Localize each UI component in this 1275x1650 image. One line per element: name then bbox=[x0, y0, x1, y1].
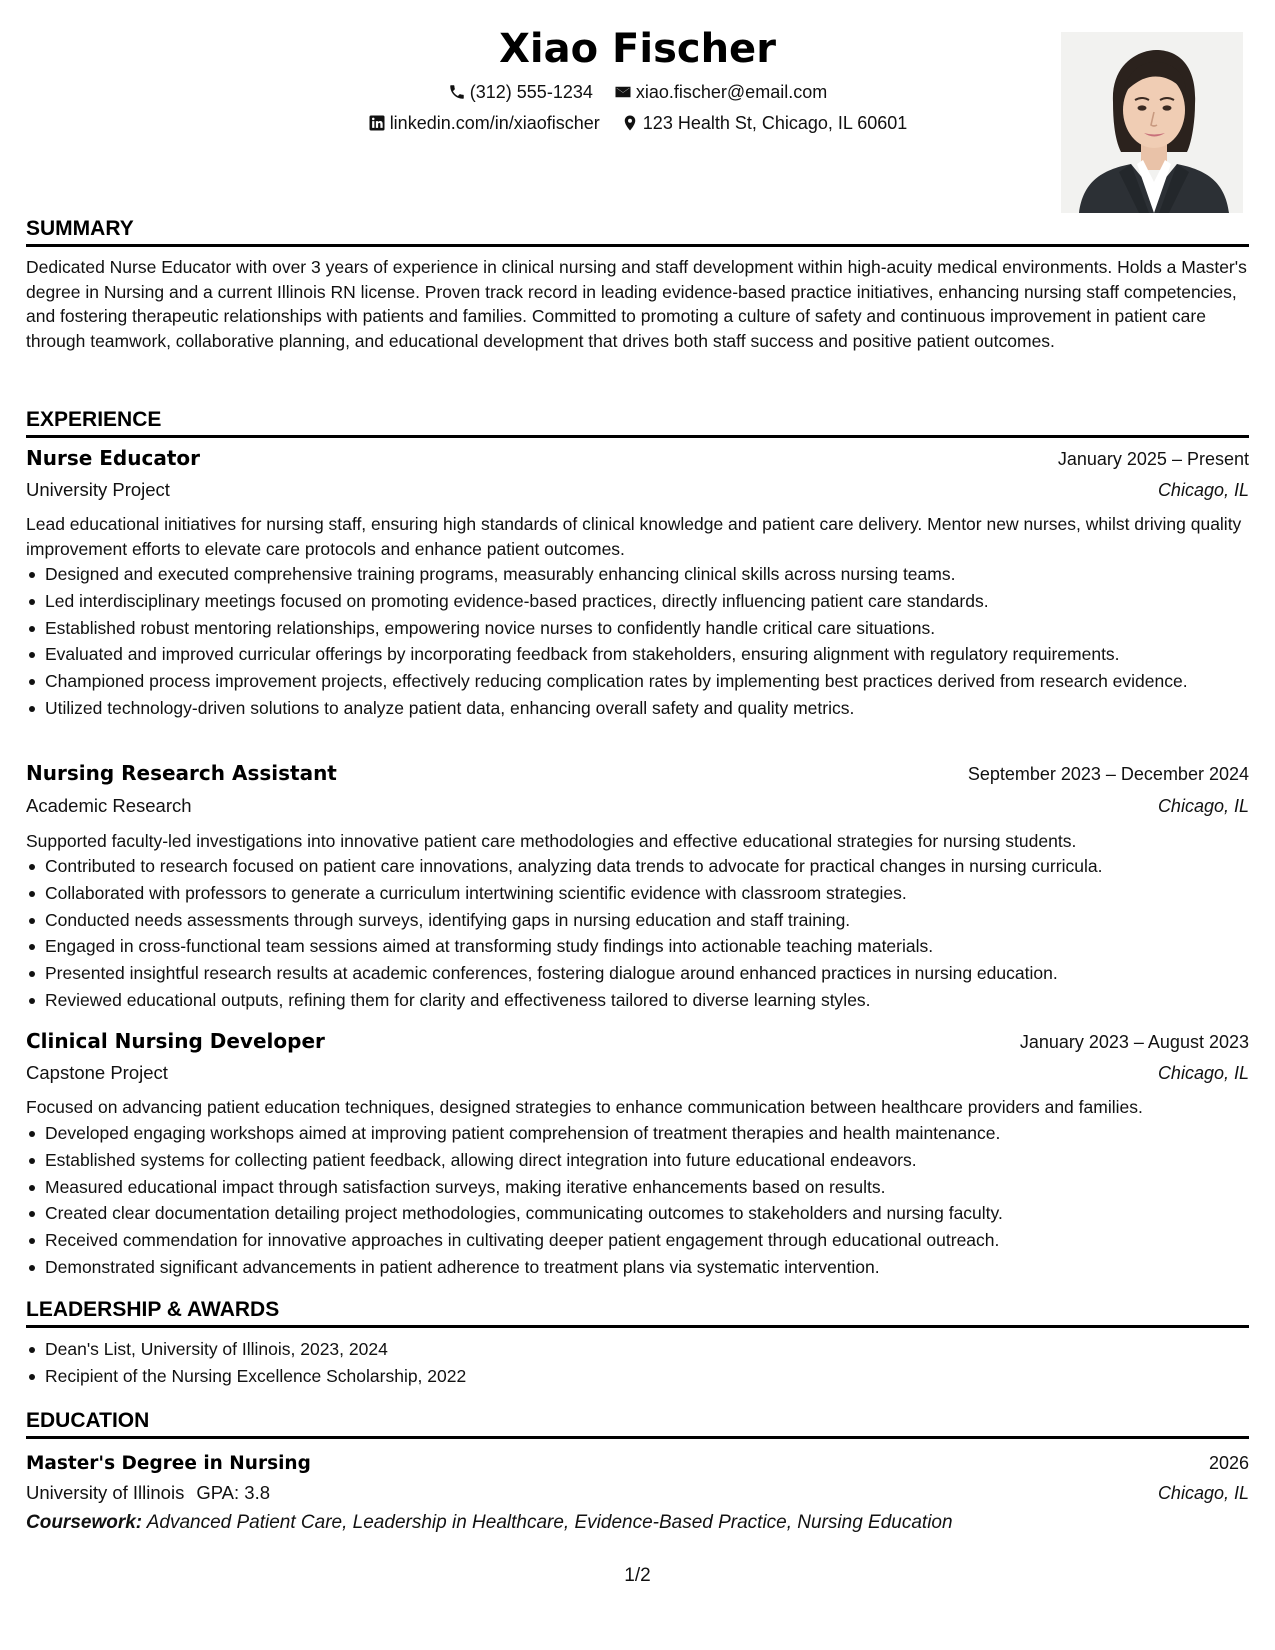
section-title-education: EDUCATION bbox=[26, 1408, 1249, 1439]
list-item: Led interdisciplinary meetings focused on promoting evidence-based practices, directly influencing patient care standards. bbox=[26, 589, 1249, 613]
phone-text: (312) 555-1234 bbox=[469, 82, 593, 102]
contact-email[interactable] bbox=[614, 80, 827, 104]
list-item: Contributed to research focused on patient care innovations, analyzing data trends to advocate for practical changes in nursing curricula. bbox=[26, 854, 1249, 878]
job-dates: January 2025 – Present bbox=[1057, 449, 1249, 469]
section-title-experience: EXPERIENCE bbox=[26, 407, 1249, 438]
job-description: Focused on advancing patient education techniques, designed strategies to enhance communication between healthcare providers and families. bbox=[26, 1097, 1143, 1117]
list-item: Dean's List, University of Illinois, 2023, 2024 bbox=[26, 1337, 1249, 1361]
list-item: Championed process improvement projects, effectively reducing complication rates by implementing best practices derived from research evidence. bbox=[26, 669, 1249, 693]
phone-icon bbox=[448, 83, 466, 101]
job-location: Chicago, IL bbox=[1157, 1063, 1249, 1083]
job-title: Nurse Educator bbox=[26, 446, 201, 470]
leadership-list bbox=[26, 1337, 1249, 1391]
list-item: Established systems for collecting patient feedback, allowing direct integration into future educational endeavors. bbox=[26, 1148, 1249, 1172]
job-location: Chicago, IL bbox=[1157, 796, 1249, 816]
job-location: Chicago, IL bbox=[1157, 480, 1249, 500]
list-item: Received commendation for innovative approaches in cultivating deeper patient engagement through educational outreach. bbox=[26, 1228, 1249, 1252]
job-title: Clinical Nursing Developer bbox=[26, 1029, 325, 1053]
list-item: Created clear documentation detailing project methodologies, communicating outcomes to stakeholders and nursing faculty. bbox=[26, 1201, 1249, 1225]
list-item: Measured educational impact through satisfaction surveys, making iterative enhancements based on results. bbox=[26, 1175, 1249, 1199]
school-line bbox=[26, 1481, 270, 1505]
list-item: Demonstrated significant advancements in patient adherence to treatment plans via systematic intervention. bbox=[26, 1255, 1249, 1279]
job-description: Supported faculty-led investigations into innovative patient care methodologies and effective educational strategies for nursing students. bbox=[26, 831, 1077, 851]
degree-title: Master's Degree in Nursing bbox=[26, 1453, 311, 1474]
email-text: xiao.fischer@email.com bbox=[635, 82, 828, 102]
school-name: University of Illinois bbox=[26, 1482, 185, 1503]
summary-text: Dedicated Nurse Educator with over 3 years of experience in clinical nursing and staff development within high-acuity medical environments. Holds a Master's degree in Nursing and a current Illinois RN license. Proven track record in leading evidence-based practice initiatives, enhancing nursing staff competencies, and fostering therapeutic relationships with patients and families. Committed to promoting a culture of safety and continuous improvement in patient care through teamwork, collaborative planning, and educational development that drives both staff success and positive patient outcomes. bbox=[26, 257, 1247, 351]
list-item: Collaborated with professors to generate a curriculum intertwining scientific evidence with classroom strategies. bbox=[26, 881, 1249, 905]
job-bullets bbox=[26, 854, 1249, 1015]
list-item: Designed and executed comprehensive training programs, measurably enhancing clinical skills across nursing teams. bbox=[26, 562, 1249, 586]
page-number: 1/2 bbox=[624, 1565, 651, 1586]
job-description: Lead educational initiatives for nursing staff, ensuring high standards of clinical knowledge and patient care delivery. Mentor new nurses, whilst driving quality improvement efforts to elevate care protocols and enhance patient outcomes. bbox=[26, 514, 1242, 559]
list-item: Established robust mentoring relationships, empowering novice nurses to confidently handle critical care situations. bbox=[26, 616, 1249, 640]
list-item: Engaged in cross-functional team sessions aimed at transforming study findings into actionable teaching materials. bbox=[26, 934, 1249, 958]
profile-photo bbox=[1061, 32, 1243, 213]
coursework-label: Coursework: bbox=[26, 1512, 143, 1533]
graduation-year: 2026 bbox=[1208, 1453, 1249, 1473]
coursework-line bbox=[26, 1510, 953, 1536]
section-title-summary: SUMMARY bbox=[26, 216, 1249, 247]
linkedin-icon bbox=[368, 114, 386, 132]
list-item: Developed engaging workshops aimed at improving patient comprehension of treatment therapies and health maintenance. bbox=[26, 1121, 1249, 1145]
job-bullets bbox=[26, 562, 1249, 723]
resume-header bbox=[26, 22, 1249, 222]
envelope-icon bbox=[614, 83, 632, 101]
linkedin-text: linkedin.com/in/xiaofischer bbox=[389, 113, 600, 133]
job-title: Nursing Research Assistant bbox=[26, 761, 337, 785]
contact-address bbox=[621, 111, 908, 135]
address-text: 123 Health St, Chicago, IL 60601 bbox=[642, 113, 908, 133]
list-item: Reviewed educational outputs, refining them for clarity and effectiveness tailored to diverse learning styles. bbox=[26, 988, 1249, 1012]
list-item: Utilized technology-driven solutions to analyze patient data, enhancing overall safety and quality metrics. bbox=[26, 696, 1249, 720]
gpa-text: GPA: 3.8 bbox=[196, 1482, 271, 1503]
job-organization: University Project bbox=[26, 479, 170, 500]
candidate-name: Xiao Fischer bbox=[499, 26, 776, 72]
section-title-leadership: LEADERSHIP & AWARDS bbox=[26, 1297, 1249, 1328]
job-dates: September 2023 – December 2024 bbox=[967, 764, 1249, 784]
contact-linkedin[interactable] bbox=[368, 111, 600, 135]
job-bullets bbox=[26, 1121, 1249, 1282]
contact-phone bbox=[448, 80, 593, 104]
job-organization: Capstone Project bbox=[26, 1062, 168, 1083]
coursework-list: Advanced Patient Care, Leadership in Healthcare, Evidence-Based Practice, Nursing Education bbox=[146, 1512, 953, 1533]
list-item: Presented insightful research results at academic conferences, fostering dialogue around enhanced practices in nursing education. bbox=[26, 961, 1249, 985]
map-pin-icon bbox=[621, 114, 639, 132]
list-item: Recipient of the Nursing Excellence Scholarship, 2022 bbox=[26, 1364, 1249, 1388]
job-dates: January 2023 – August 2023 bbox=[1019, 1032, 1249, 1052]
resume-page bbox=[26, 0, 1249, 1650]
education-location: Chicago, IL bbox=[1157, 1483, 1249, 1503]
list-item: Evaluated and improved curricular offerings by incorporating feedback from stakeholders, ensuring alignment with regulatory requirements. bbox=[26, 642, 1249, 666]
list-item: Conducted needs assessments through surveys, identifying gaps in nursing education and staff training. bbox=[26, 908, 1249, 932]
job-organization: Academic Research bbox=[26, 795, 192, 816]
